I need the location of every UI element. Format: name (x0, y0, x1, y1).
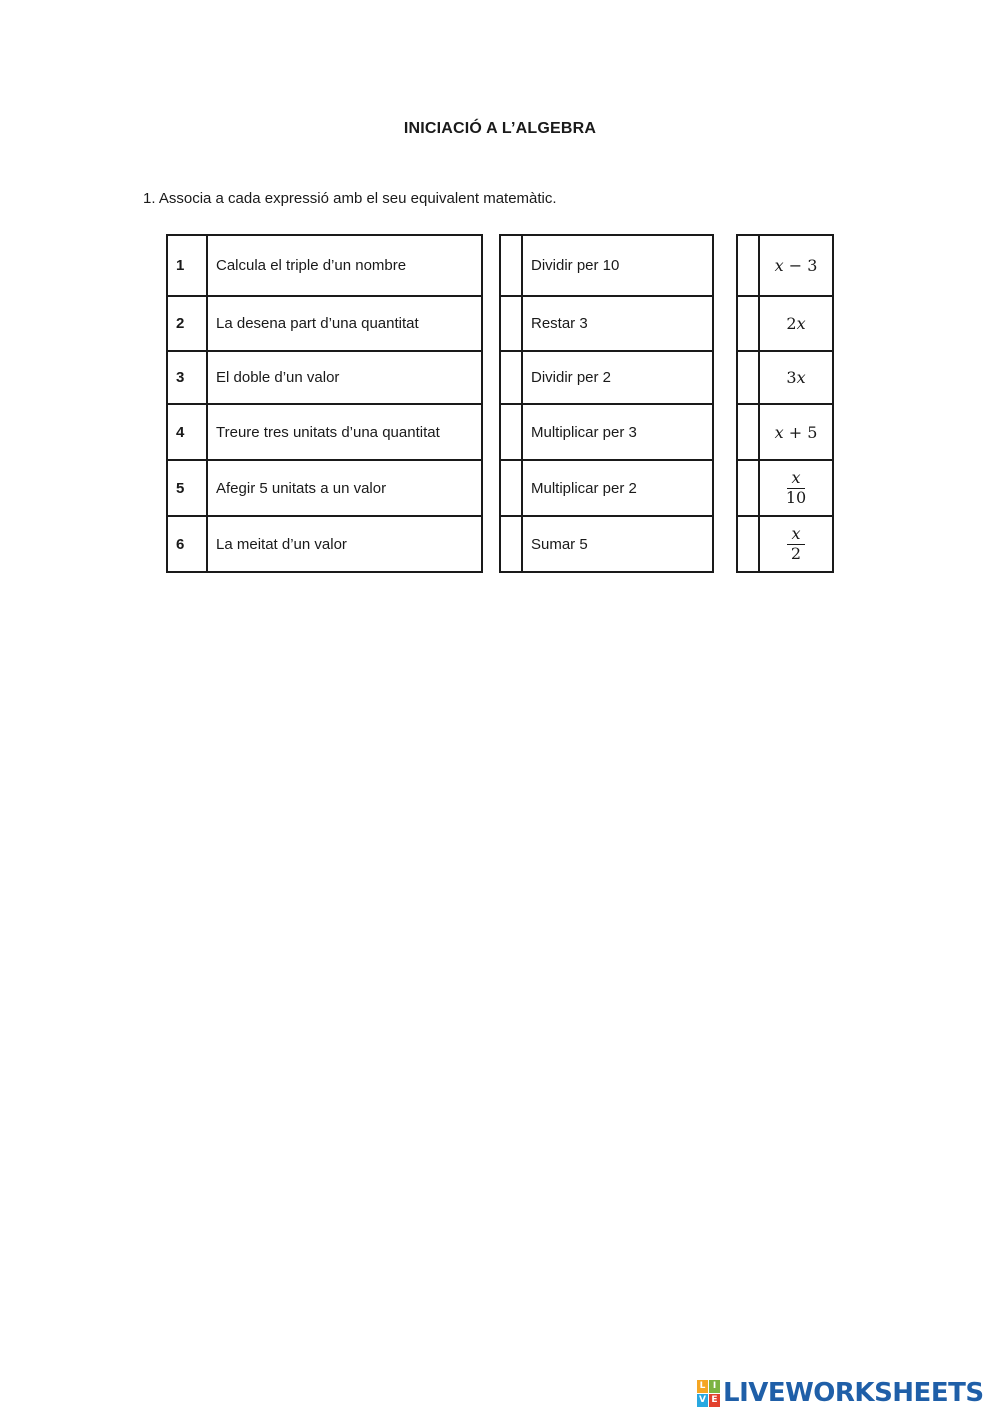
answer-box[interactable] (500, 296, 522, 351)
logo-tile: E (709, 1394, 720, 1407)
answer-box[interactable] (500, 235, 522, 296)
math-operation: + 5 (783, 422, 818, 442)
expression-number: 5 (167, 460, 207, 516)
algebraic-expression (759, 351, 833, 404)
algebraic-expression (759, 460, 833, 516)
answer-box[interactable] (500, 516, 522, 572)
expressions-table (166, 234, 483, 573)
table-row (500, 351, 713, 404)
answer-box[interactable] (737, 404, 759, 460)
answer-box[interactable] (737, 460, 759, 516)
answer-box[interactable] (737, 351, 759, 404)
expression-number: 6 (167, 516, 207, 572)
algebraic-table (736, 234, 834, 573)
table-row (500, 460, 713, 516)
worksheet-title: INICIACIÓ A L’ALGEBRA (403, 120, 597, 137)
math-operation: − 3 (783, 256, 818, 275)
table-row (737, 460, 833, 516)
answer-box[interactable] (500, 351, 522, 404)
math-variable: x (796, 368, 806, 387)
exercise-instruction: 1. Associa a cada expressió amb el seu equivalent matemàtic. (143, 190, 557, 207)
table-row (167, 460, 482, 516)
table-row (500, 296, 713, 351)
expression-number: 4 (167, 404, 207, 460)
algebraic-expression (759, 404, 833, 460)
fraction (787, 523, 804, 563)
expression-text: Afegir 5 unitats a un valor (207, 460, 482, 516)
fraction-numerator: x (787, 526, 804, 545)
operation-text: Multiplicar per 2 (522, 460, 713, 516)
table-row (167, 404, 482, 460)
expression-number: 2 (167, 296, 207, 351)
answer-box[interactable] (500, 460, 522, 516)
table-row (737, 404, 833, 460)
expression-text: El doble d’un valor (207, 351, 482, 404)
answer-box[interactable] (737, 235, 759, 296)
expression-text: Calcula el triple d’un nombre (207, 235, 482, 296)
table-row (500, 235, 713, 296)
answer-box[interactable] (500, 404, 522, 460)
fraction-denominator: 10 (785, 487, 807, 507)
table-row (737, 351, 833, 404)
operation-text: Dividir per 2 (522, 351, 713, 404)
operation-text: Sumar 5 (522, 516, 713, 572)
fraction-numerator: x (787, 470, 804, 489)
math-variable: x (774, 422, 784, 442)
math-coefficient: 2 (786, 314, 797, 333)
operations-table (499, 234, 714, 573)
logo-tile: I (709, 1380, 720, 1393)
table-row (737, 296, 833, 351)
liveworksheets-logo-icon (697, 1380, 720, 1407)
logo-tile: L (697, 1380, 708, 1393)
operation-text: Multiplicar per 3 (522, 404, 713, 460)
operation-text: Dividir per 10 (522, 235, 713, 296)
algebraic-expression (759, 235, 833, 296)
table-row (737, 235, 833, 296)
math-variable: x (796, 314, 806, 333)
brand-name: LIVEWORKSHEETS (723, 1378, 984, 1408)
algebraic-expression (759, 516, 833, 572)
table-row (167, 235, 482, 296)
table-row (167, 351, 482, 404)
fraction (785, 467, 807, 507)
table-row (167, 296, 482, 351)
expression-text: La meitat d’un valor (207, 516, 482, 572)
expression-text: La desena part d’una quantitat (207, 296, 482, 351)
expression-text: Treure tres unitats d’una quantitat (207, 404, 482, 460)
table-row (500, 404, 713, 460)
answer-box[interactable] (737, 296, 759, 351)
math-variable: x (774, 256, 784, 275)
liveworksheets-brand (697, 1378, 984, 1408)
answer-box[interactable] (737, 516, 759, 572)
math-coefficient: 3 (786, 368, 797, 387)
table-row (167, 516, 482, 572)
expression-number: 3 (167, 351, 207, 404)
algebraic-expression (759, 296, 833, 351)
table-row (737, 516, 833, 572)
operation-text: Restar 3 (522, 296, 713, 351)
expression-number: 1 (167, 235, 207, 296)
logo-tile: V (697, 1394, 708, 1407)
fraction-denominator: 2 (790, 543, 802, 563)
table-row (500, 516, 713, 572)
